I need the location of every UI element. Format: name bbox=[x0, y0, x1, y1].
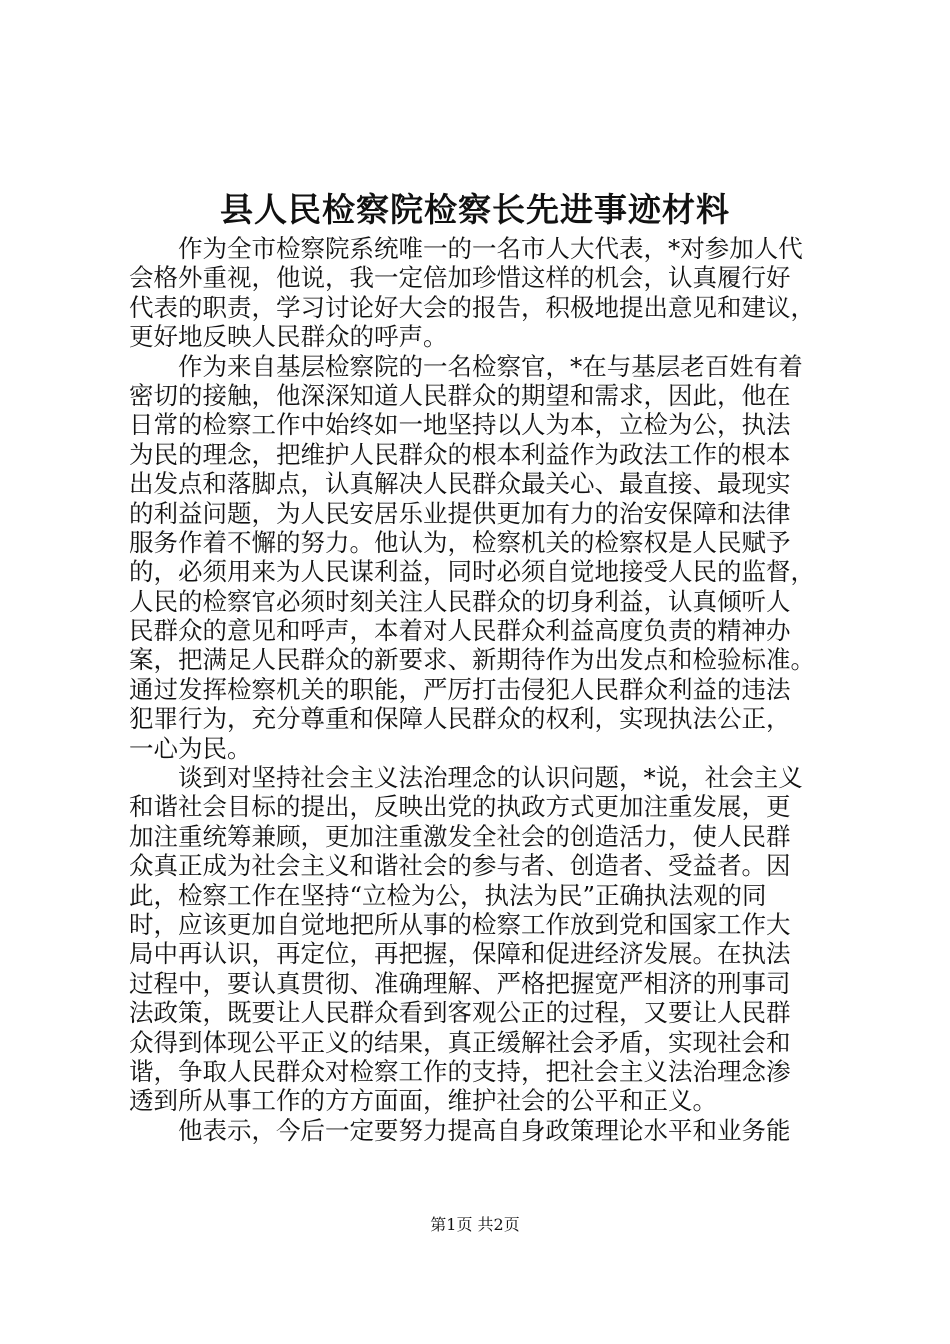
text-line: 更好地反映人民群众的呼声。 bbox=[129, 322, 448, 352]
text-line: 代表的职责，学习讨论好大会的报告，积极地提出意见和建议， bbox=[129, 292, 815, 322]
text-line: 和谐社会目标的提出，反映出党的执政方式更加注重发展，更 bbox=[129, 792, 791, 822]
document-title: 县人民检察院检察长先进事迹材料 bbox=[220, 190, 730, 229]
text-line: 密切的接触，他深深知道人民群众的期望和需求，因此，他在 bbox=[129, 380, 791, 410]
text-line: 案，把满足人民群众的新要求、新期待作为出发点和检验标准。 bbox=[129, 645, 815, 675]
text-line: 作为来自基层检察院的一名检察官，*在与基层老百姓有着 bbox=[129, 351, 803, 381]
text-line: 的，必须用来为人民谋利益，同时必须自觉地接受人民的监督， bbox=[129, 557, 815, 587]
text-line: 时，应该更加自觉地把所从事的检察工作放到党和国家工作大 bbox=[129, 909, 791, 939]
text-line: 人民的检察官必须时刻关注人民群众的切身利益，认真倾听人 bbox=[129, 586, 791, 616]
text-line: 谐，争取人民群众对检察工作的支持，把社会主义法治理念渗 bbox=[129, 1056, 791, 1086]
body-paragraph bbox=[129, 763, 839, 1116]
text-line: 会格外重视，他说，我一定倍加珍惜这样的机会，认真履行好 bbox=[129, 263, 791, 293]
text-line: 众真正成为社会主义和谐社会的参与者、创造者、受益者。因 bbox=[129, 851, 791, 881]
text-line: 局中再认识，再定位，再把握，保障和促进经济发展。在执法 bbox=[129, 939, 791, 969]
text-line: 通过发挥检察机关的职能，严厉打击侵犯人民群众利益的违法 bbox=[129, 674, 791, 704]
text-line: 一心为民。 bbox=[129, 733, 252, 763]
text-line: 法政策，既要让人民群众看到客观公正的过程，又要让人民群 bbox=[129, 998, 791, 1028]
text-line: 众得到体现公平正义的结果，真正缓解社会矛盾，实现社会和 bbox=[129, 1027, 791, 1057]
text-line: 日常的检察工作中始终如一地坚持以人为本，立检为公，执法 bbox=[129, 410, 791, 440]
body-paragraph bbox=[129, 1116, 839, 1145]
text-line: 加注重统筹兼顾，更加注重激发全社会的创造活力，使人民群 bbox=[129, 821, 791, 851]
text-line: 犯罪行为，充分尊重和保障人民群众的权利，实现执法公正， bbox=[129, 704, 791, 734]
text-line: 出发点和落脚点，认真解决人民群众最关心、最直接、最现实 bbox=[129, 469, 791, 499]
text-line: 作为全市检察院系统唯一的一名市人大代表，*对参加人代 bbox=[129, 234, 803, 263]
text-line: 为民的理念，把维护人民群众的根本利益作为政法工作的根本 bbox=[129, 439, 791, 469]
text-line: 他表示，今后一定要努力提高自身政策理论水平和业务能 bbox=[129, 1115, 791, 1145]
page-footer: 第1页 共2页 bbox=[430, 1215, 520, 1234]
document-body bbox=[129, 234, 839, 1145]
body-paragraph bbox=[129, 352, 839, 763]
text-line: 的利益问题，为人民安居乐业提供更加有力的治安保障和法律 bbox=[129, 498, 791, 528]
text-line: 谈到对坚持社会主义法治理念的认识问题，*说，社会主义 bbox=[129, 763, 803, 793]
text-line: 透到所从事工作的方方面面，维护社会的公平和正义。 bbox=[129, 1086, 717, 1116]
text-line: 服务作着不懈的努力。他认为，检察机关的检察权是人民赋予 bbox=[129, 527, 791, 557]
body-paragraph bbox=[129, 234, 839, 352]
text-line: 此，检察工作在坚持“立检为公，执法为民”正确执法观的同 bbox=[129, 880, 767, 910]
text-line: 过程中，要认真贯彻、准确理解、严格把握宽严相济的刑事司 bbox=[129, 968, 791, 998]
text-line: 民群众的意见和呼声，本着对人民群众利益高度负责的精神办 bbox=[129, 616, 791, 646]
